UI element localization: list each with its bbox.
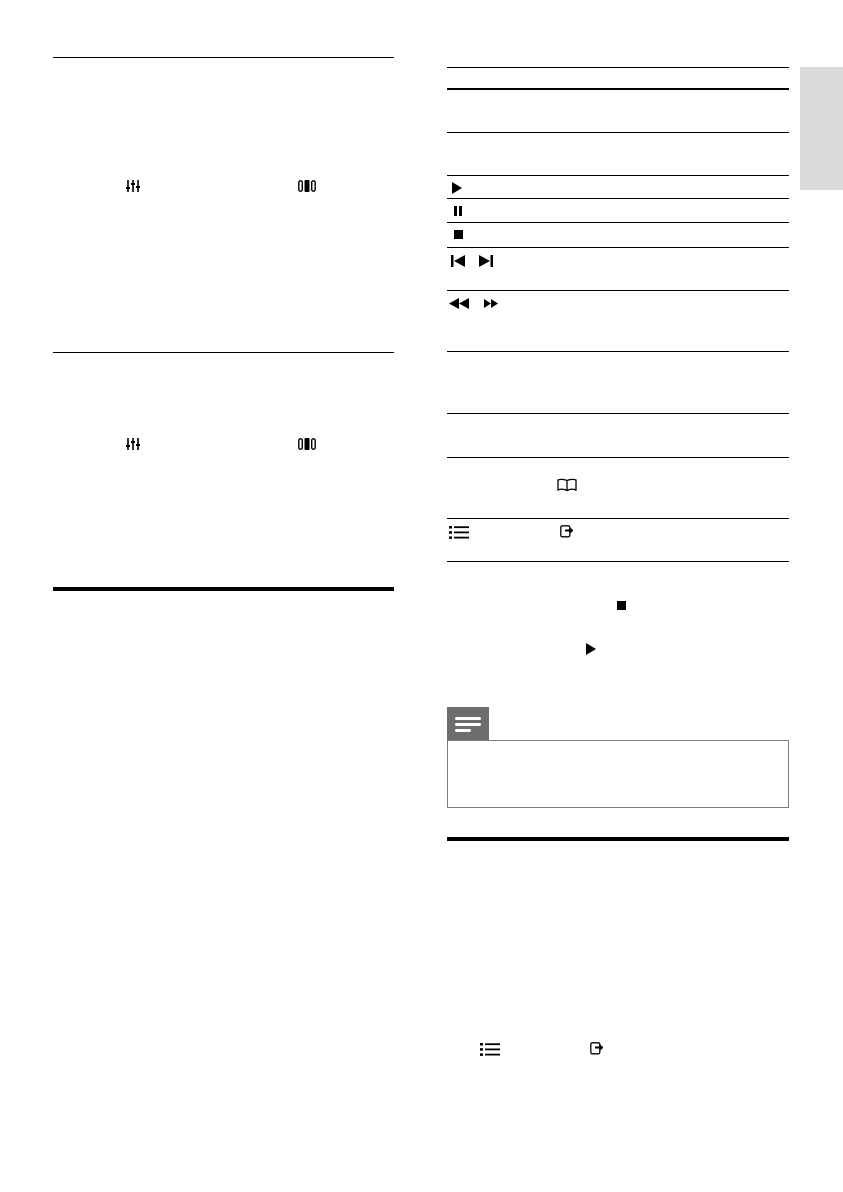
- section-divider: [53, 352, 394, 353]
- chapter-divider: [53, 587, 394, 591]
- list-icon: [449, 526, 469, 539]
- rewind-icon: [449, 298, 469, 309]
- pause-icon: [454, 206, 462, 216]
- book-icon: [557, 478, 577, 492]
- table-row-rule: [447, 457, 789, 458]
- note-icon: [447, 707, 489, 741]
- sound-settings-icon: [126, 180, 140, 192]
- table-bottom-rule: [447, 561, 789, 562]
- table-header-rule: [447, 67, 789, 68]
- table-row-rule: [447, 175, 789, 176]
- list-icon: [480, 1043, 500, 1056]
- table-row-rule: [447, 247, 789, 248]
- section-divider: [53, 57, 394, 58]
- surround-icon: [298, 438, 316, 450]
- previous-icon: [451, 255, 465, 267]
- table-row-rule: [447, 198, 789, 199]
- stop-icon: [454, 230, 463, 239]
- table-row-rule: [447, 413, 789, 414]
- surround-icon: [298, 180, 316, 192]
- table-row-rule: [447, 222, 789, 223]
- table-row-rule: [447, 132, 789, 133]
- play-icon: [452, 182, 462, 194]
- play-icon: [586, 643, 596, 655]
- fast-forward-icon: [484, 299, 498, 308]
- language-side-tab: [800, 67, 843, 190]
- table-top-rule: [447, 88, 789, 90]
- options-icon: [560, 525, 573, 538]
- note-box: [447, 740, 789, 808]
- table-row-rule: [447, 351, 789, 352]
- options-icon: [590, 1042, 603, 1055]
- table-row-rule: [447, 518, 789, 519]
- chapter-divider: [447, 837, 789, 841]
- sound-settings-icon: [126, 438, 140, 450]
- stop-icon: [617, 601, 626, 610]
- table-row-rule: [447, 290, 789, 291]
- next-icon: [479, 255, 493, 267]
